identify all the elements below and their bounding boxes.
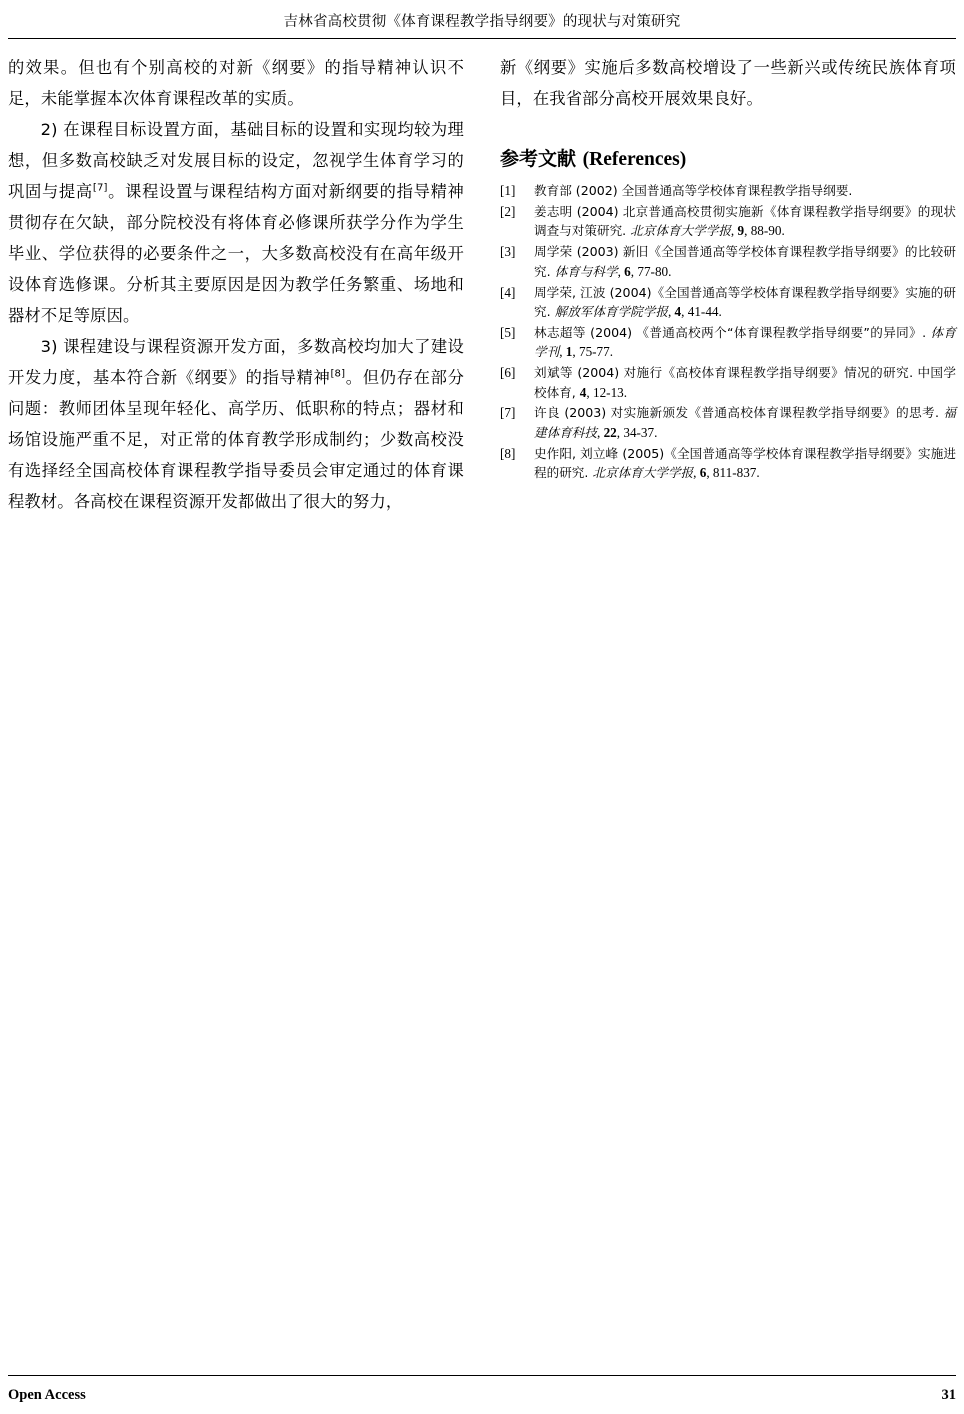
reference-item [500,242,956,281]
reference-title: 教育部 (2002) 全国普通高等学校体育课程教学指导纲要. [534,183,853,198]
reference-pages: , [596,424,604,440]
reference-number: [5] [500,324,516,340]
reference-number: [7] [500,405,516,421]
reference-pages: , [667,303,675,319]
reference-number: [3] [500,244,516,260]
reference-number: [8] [500,445,516,461]
reference-pages: , [559,344,566,360]
reference-volume: 22 [603,424,617,440]
reference-title: 史作阳, 刘立峰 (2005)《全国普通高等学校体育课程教学指导纲要》实施进程的研究. [534,445,956,481]
reference-text [534,403,956,442]
paragraph-text-continued: 。但仍存在部分问题：教师团体呈现年轻化、高学历、低职称的特点；器材和场馆设施严重不足，对正常的体育教学形成制约；少数高校没有选择经全国高校体育课程教学指导委员会审定通过的体育课程教材。各高校在课程资源开发都做出了很大的努力， [8,368,464,511]
reference-volume: 9 [737,223,745,239]
paragraph-text: 新《纲要》实施后多数高校增设了一些新兴或传统民族体育项目，在我省部分高校开展效果良好。 [500,58,956,108]
reference-number: [4] [500,284,516,300]
reference-volume: 6 [624,263,631,279]
reference-list [500,181,956,483]
paragraph [8,52,464,114]
reference-pages: , 34-37. [616,424,658,440]
reference-title: 林志超等 (2004) 《普通高校两个“体育课程教学指导纲要”的异同》. [534,324,931,340]
references-heading [500,144,956,171]
references-heading-en: (References) [582,149,687,170]
reference-source: 体育学刊 [534,324,956,360]
paragraph-text: 2) 在课程目标设置方面，基础目标的设置和实现均较为理想，但多数高校缺乏对发展目标的设定，忽视学生体育学习的巩固与提高 [8,120,464,201]
reference-item [500,363,956,402]
reference-pages: , [730,223,738,239]
reference-volume: 4 [579,384,587,400]
reference-item [500,181,956,200]
reference-text [534,283,956,322]
paragraph-text: 3) 课程建设与课程资源开发方面，多数高校均加大了建设开发力度，基本符合新《纲要》的指导精神 [8,337,464,387]
paragraph [8,114,464,331]
reference-source: 北京体育大学学报 [592,465,694,481]
reference-text [534,202,956,241]
reference-pages: , 88-90. [744,223,785,239]
reference-item [500,283,956,322]
open-access-label: Open Access [8,1387,86,1403]
page-number: 31 [941,1387,956,1403]
right-column [500,52,956,517]
citation-marker: [7] [92,182,108,194]
reference-source: 体育与科学 [554,263,618,279]
reference-item [500,403,956,442]
reference-title: 许良 (2003) 对实施新颁发《普通高校体育课程教学指导纲要》的思考. [534,405,944,421]
citation-marker: [8] [330,368,346,380]
reference-volume: 6 [699,465,707,481]
references-heading-cn: 参考文献 [500,148,577,170]
reference-number: [6] [500,365,516,381]
reference-pages: , 41-44. [681,303,722,319]
reference-text [534,444,956,483]
reference-pages: , [693,465,700,481]
reference-title: 姜志明 (2004) 北京普通高校贯彻实施新《体育课程教学指导纲要》的现状调查与对策研究. [534,203,956,239]
reference-text [534,242,956,281]
page-footer [8,1387,956,1404]
reference-title: 周学荣, 江波 (2004)《全国普通高等学校体育课程教学指导纲要》实施的研究. [534,284,956,319]
reference-volume: 1 [565,344,573,360]
reference-number: [2] [500,203,516,219]
reference-pages: , 811-837. [706,465,760,481]
running-head: 吉林省高校贯彻《体育课程教学指导纲要》的现状与对策研究 [283,14,681,30]
reference-pages: , 77-80. [630,263,672,279]
reference-pages: , 12-13. [586,384,628,400]
reference-item [500,444,956,483]
reference-title: 刘斌等 (2004) 对施行《高校体育课程教学指导纲要》情况的研究. 中国学校体育, [534,365,956,400]
paragraph-text-continued: 。课程设置与课程结构方面对新纲要的指导精神贯彻存在欠缺，部分院校没有将体育必修课所获学分作为学生毕业、学位获得的必要条件之一，大多数高校没有在高年级开设体育选修课。分析其主要原因是因为教学任务繁重、场地和器材不足等原因。 [8,182,464,325]
footer-divider [8,1375,956,1376]
reference-source: 解放军体育学院学报 [554,303,668,319]
reference-item [500,323,956,362]
paragraph [8,331,464,517]
reference-pages: , [617,263,625,279]
reference-number: [1] [500,183,516,198]
reference-text [534,181,956,200]
paragraph [500,52,956,114]
reference-text [534,363,956,402]
header-divider [8,38,956,39]
body-columns [8,52,956,517]
reference-source: 福建体育科技 [534,405,956,440]
reference-volume: 4 [674,303,682,319]
reference-title: 周学荣 (2003) 新旧《全国普通高等学校体育课程教学指导纲要》的比较研究. [534,244,956,279]
paragraph-text: 的效果。但也有个别高校的对新《纲要》的指导精神认识不足，未能掌握本次体育课程改革的实质。 [8,58,464,108]
reference-source: 北京体育大学学报 [630,223,731,239]
reference-pages: , 75-77. [572,344,614,360]
reference-item [500,202,956,241]
reference-text [534,323,956,362]
left-column [8,52,464,517]
